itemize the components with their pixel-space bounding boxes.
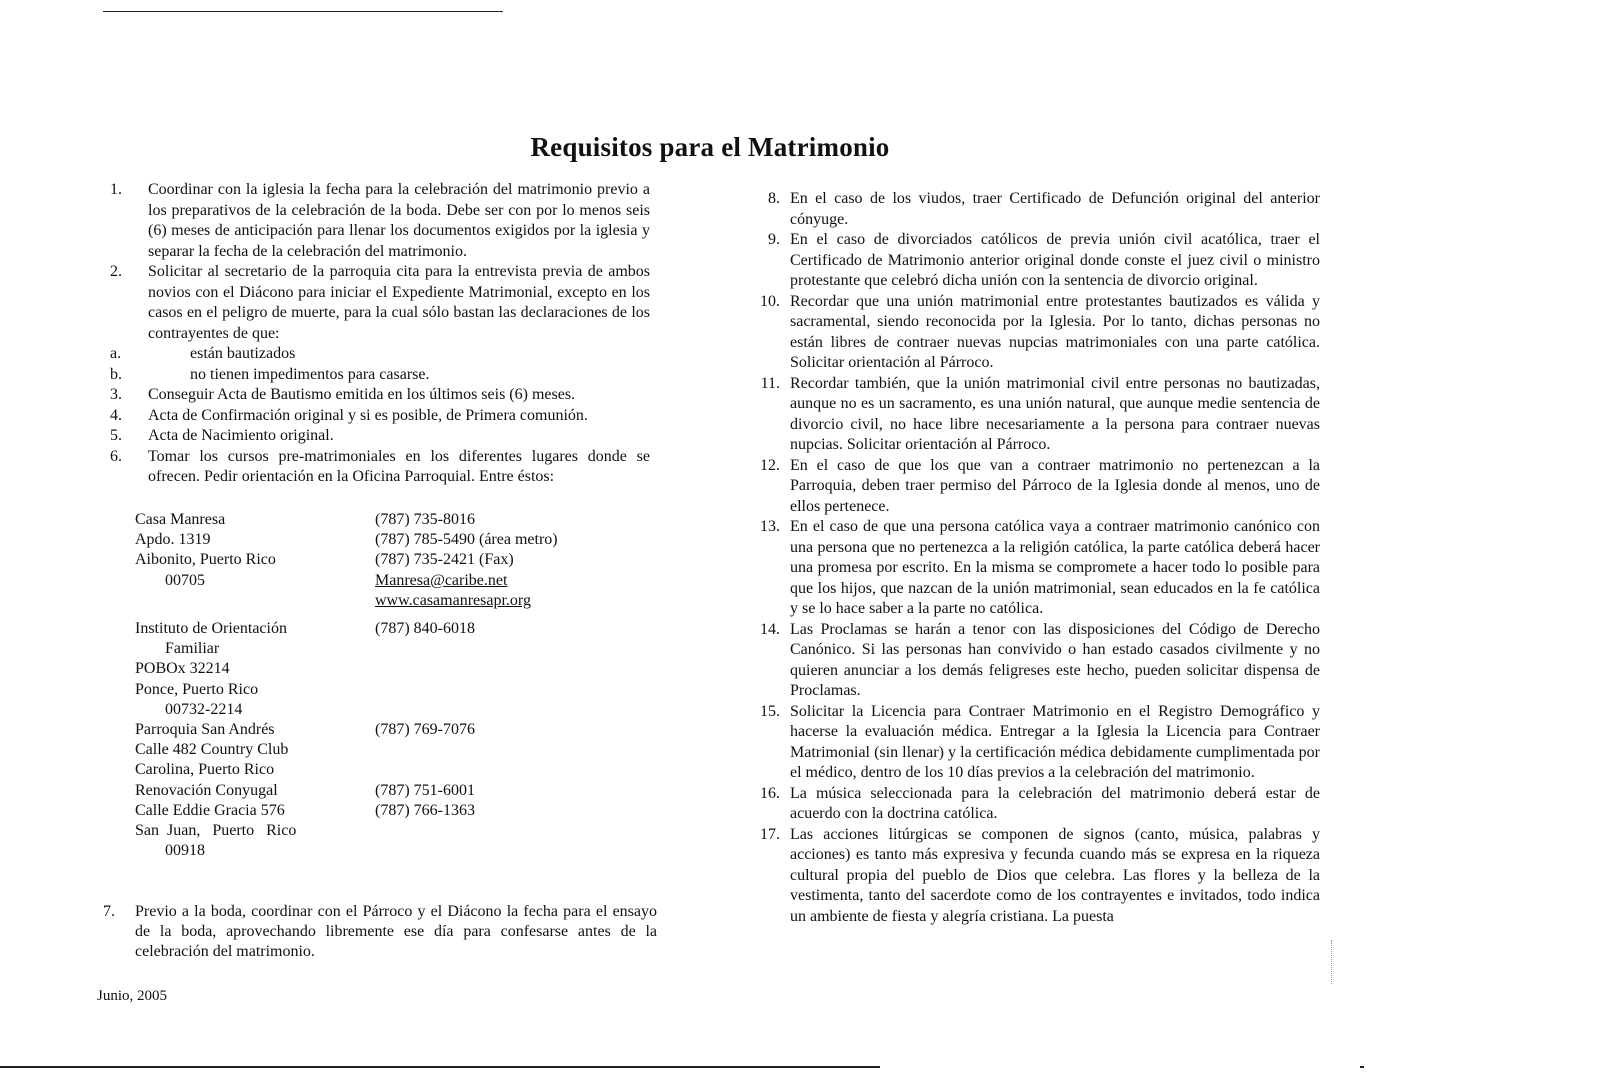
list-item: [740, 374, 1320, 456]
contact-city: Aibonito, Puerto Rico: [135, 551, 276, 569]
item-number: 13.: [760, 518, 780, 535]
item-text: Conseguir Acta de Bautismo emitida en los últimos seis (6) meses.: [148, 386, 576, 403]
right-column: [740, 189, 1320, 927]
item-text: Acta de Confirmación original y si es posible, de Primera comunión.: [148, 406, 588, 424]
list-item: [110, 262, 650, 344]
contact-phone: (787) 735-8016: [375, 511, 475, 528]
item-number: 7.: [103, 903, 115, 920]
item-text: Las Proclamas se harán a tenor con las disposiciones del Código de Derecho Canónico. Si las personas han convivido o han estado casados civilmente y no quieren anunciar a los demás feligreses este hecho, pueden solicitar dispensa de Proclamas.: [790, 620, 1320, 699]
sub-item-text: no tienen impedimentos para casarse.: [190, 365, 430, 383]
list-item: [110, 385, 650, 406]
footer-date: Junio, 2005: [97, 988, 168, 1004]
contact-phone: (787) 840-6018: [375, 620, 475, 638]
contact-name: Renovación Conyugal: [135, 781, 278, 799]
list-item: [740, 620, 1320, 702]
bottom-rule: [0, 1066, 880, 1068]
item-text: En el caso de que los que van a contraer matrimonio no pertenezcan a la Parroquia, deben traer permiso del Párroco de la Iglesia donde al menos, uno de ellos pertenece.: [790, 456, 1320, 515]
sub-list-item: [110, 344, 650, 365]
item-number: 1.: [110, 181, 122, 198]
item-number: 11.: [760, 374, 780, 392]
page-title: Requisitos para el Matrimonio: [530, 132, 890, 163]
contact-phone: (787) 751-6001: [375, 781, 475, 799]
item-number: 12.: [760, 456, 780, 474]
list-item: [740, 189, 1320, 230]
contact-name: Casa Manresa: [135, 511, 226, 528]
contact-name: Parroquia San Andrés: [135, 721, 275, 739]
contact-casa-manresa: [135, 510, 605, 611]
item-number: 3.: [110, 386, 122, 403]
item-number: 5.: [110, 427, 122, 444]
sub-item-text: están bautizados: [190, 345, 296, 362]
list-item: [110, 180, 650, 262]
list-item: [740, 825, 1320, 928]
contact-name-cont: Familiar: [165, 640, 220, 658]
list-item: [740, 784, 1320, 825]
list-item: [740, 292, 1320, 374]
contact-phone: (787) 766-1363: [375, 801, 475, 819]
contact-city: Carolina, Puerto Rico: [135, 761, 275, 779]
contact-address: POBOx 32214: [135, 660, 230, 678]
contact-name: Instituto de Orientación: [135, 620, 287, 638]
item-number: 10.: [760, 292, 780, 310]
item-text: Previo a la boda, coordinar con el Párroco y el Diácono la fecha para el ensayo de la boda, aprovechando libremente ese día para confesarse antes de la celebración del matrimonio.: [135, 903, 657, 960]
item-number: 17.: [760, 825, 780, 843]
list-item: [740, 456, 1320, 518]
contact-website-link[interactable]: www.casamanresapr.org: [375, 591, 531, 609]
contact-address: Apdo. 1319: [135, 531, 211, 549]
list-item: [110, 426, 650, 447]
list-item: [740, 230, 1320, 292]
contact-city: San Juan, Puerto Rico: [135, 822, 297, 840]
item-number: 9.: [768, 231, 780, 248]
contact-city: Ponce, Puerto Rico: [135, 680, 259, 698]
contact-zip: 00732-2214: [165, 700, 243, 718]
scan-margin-marks: [1331, 940, 1333, 984]
item-number: 2.: [110, 263, 122, 280]
item-text: Recordar también, que la unión matrimonial civil entre personas no bautizadas, aunque no es un sacramento, es una unión natural, que aunque medie sentencia de divorcio civil, no hace libre necesariamente a la persona para contraer nuevas nupcias. Solicitar orientación al Párroco.: [790, 374, 1320, 453]
item-text: Coordinar con la iglesia la fecha para la celebración del matrimonio previo a los preparativos de la celebración de la boda. Debe ser con por lo menos seis (6) meses de anticipación para llenar los documentos exigidos por la iglesia y separar la fecha de la celebración del matrimonio.: [148, 181, 650, 260]
item-text: En el caso de que una persona católica vaya a contraer matrimonio canónico con una persona que no pertenezca a la religión católica, la parte católica deberá hacer una promesa por escrito. En la misma se compromete a hacer todo lo posible para que los hijos, que nazcan de la unión matrimonial, sean educados en la fe católica y se lo hace saber a la parte no católica.: [790, 518, 1320, 617]
item-text: La música seleccionada para la celebración del matrimonio deberá estar de acuerdo con la doctrina católica.: [790, 784, 1320, 822]
item-number: 4.: [110, 406, 122, 424]
list-item: [110, 406, 650, 427]
contact-phone: (787) 785-5490 (área metro): [375, 531, 558, 549]
contact-phone: (787) 769-7076: [375, 721, 475, 739]
list-item: [740, 702, 1320, 784]
item-text: Acta de Nacimiento original.: [148, 427, 334, 444]
item-number: 16.: [760, 784, 780, 802]
list-item-7: [103, 902, 657, 962]
sub-item-letter: b.: [110, 365, 122, 383]
item-text: Solicitar al secretario de la parroquia cita para la entrevista previa de ambos novios con el Diácono para iniciar el Expediente Matrimonial, excepto en los casos en el peligro de muerte, para la cual sólo bastan las declaraciones de los contrayentes de que:: [148, 263, 650, 342]
contact-fax: (787) 735-2421 (Fax): [375, 551, 514, 569]
contact-address: Calle Eddie Gracia 576: [135, 801, 285, 819]
contact-renovacion: [135, 781, 605, 862]
left-column: [110, 180, 650, 488]
item-number: 15.: [760, 702, 780, 720]
item-number: 8.: [768, 190, 780, 207]
item-number: 6.: [110, 447, 122, 465]
sub-list-item: [110, 365, 650, 386]
item-text: Solicitar la Licencia para Contraer Matrimonio en el Registro Demográfico y hacerse la evaluación médica. Entregar a la Iglesia la Licencia para Contraer Matrimonial (sin llenar) y la certificación médica debidamente cumplimentada por el médico, dentro de los 10 días previos a la celebración del matrimonio.: [790, 702, 1320, 781]
item-text: En el caso de divorciados católicos de previa unión civil acatólica, traer el Certificado de Matrimonio anterior original donde conste el juez civil o ministro protestante que celebró dicha unión con la sentencia de divorcio original.: [790, 231, 1320, 289]
item-text: Tomar los cursos pre-matrimoniales en los diferentes lugares donde se ofrecen. Pedir orientación en la Oficina Parroquial. Entre éstos:: [148, 447, 650, 485]
contact-zip: 00918: [165, 842, 205, 860]
contact-instituto: [135, 619, 605, 720]
list-item: [740, 517, 1320, 620]
item-text: En el caso de los viudos, traer Certificado de Defunción original del anterior cónyuge.: [790, 190, 1320, 228]
contact-list: [135, 510, 605, 861]
contact-san-andres: [135, 720, 605, 781]
top-rule: [103, 11, 503, 12]
sub-item-letter: a.: [110, 345, 122, 362]
item-text: Recordar que una unión matrimonial entre protestantes bautizados es válida y sacramental, siendo reconocida por la Iglesia. Por lo tanto, dichas personas no están libres de contraer nuevas nupcias matrimoniales con una parte católica. Solicitar orientación al Párroco.: [790, 292, 1320, 371]
list-item: [110, 447, 650, 488]
contact-email-link[interactable]: Manresa@caribe.net: [375, 571, 508, 589]
contact-address: Calle 482 Country Club: [135, 741, 289, 759]
contact-zip: 00705: [165, 571, 205, 589]
bottom-rule-mark: [1360, 1066, 1364, 1068]
item-number: 14.: [760, 620, 780, 638]
item-text: Las acciones litúrgicas se componen de signos (canto, música, palabras y acciones) es tanto más expresiva y fecunda cuando más se expresa en la riqueza cultural propia del pueblo de Dios que celebra. Las flores y la belleza de la vestimenta, tanto del sacerdote como de los contrayentes e invitados, todo indica un ambiente de fiesta y alegría cristiana. La puesta: [790, 825, 1320, 925]
